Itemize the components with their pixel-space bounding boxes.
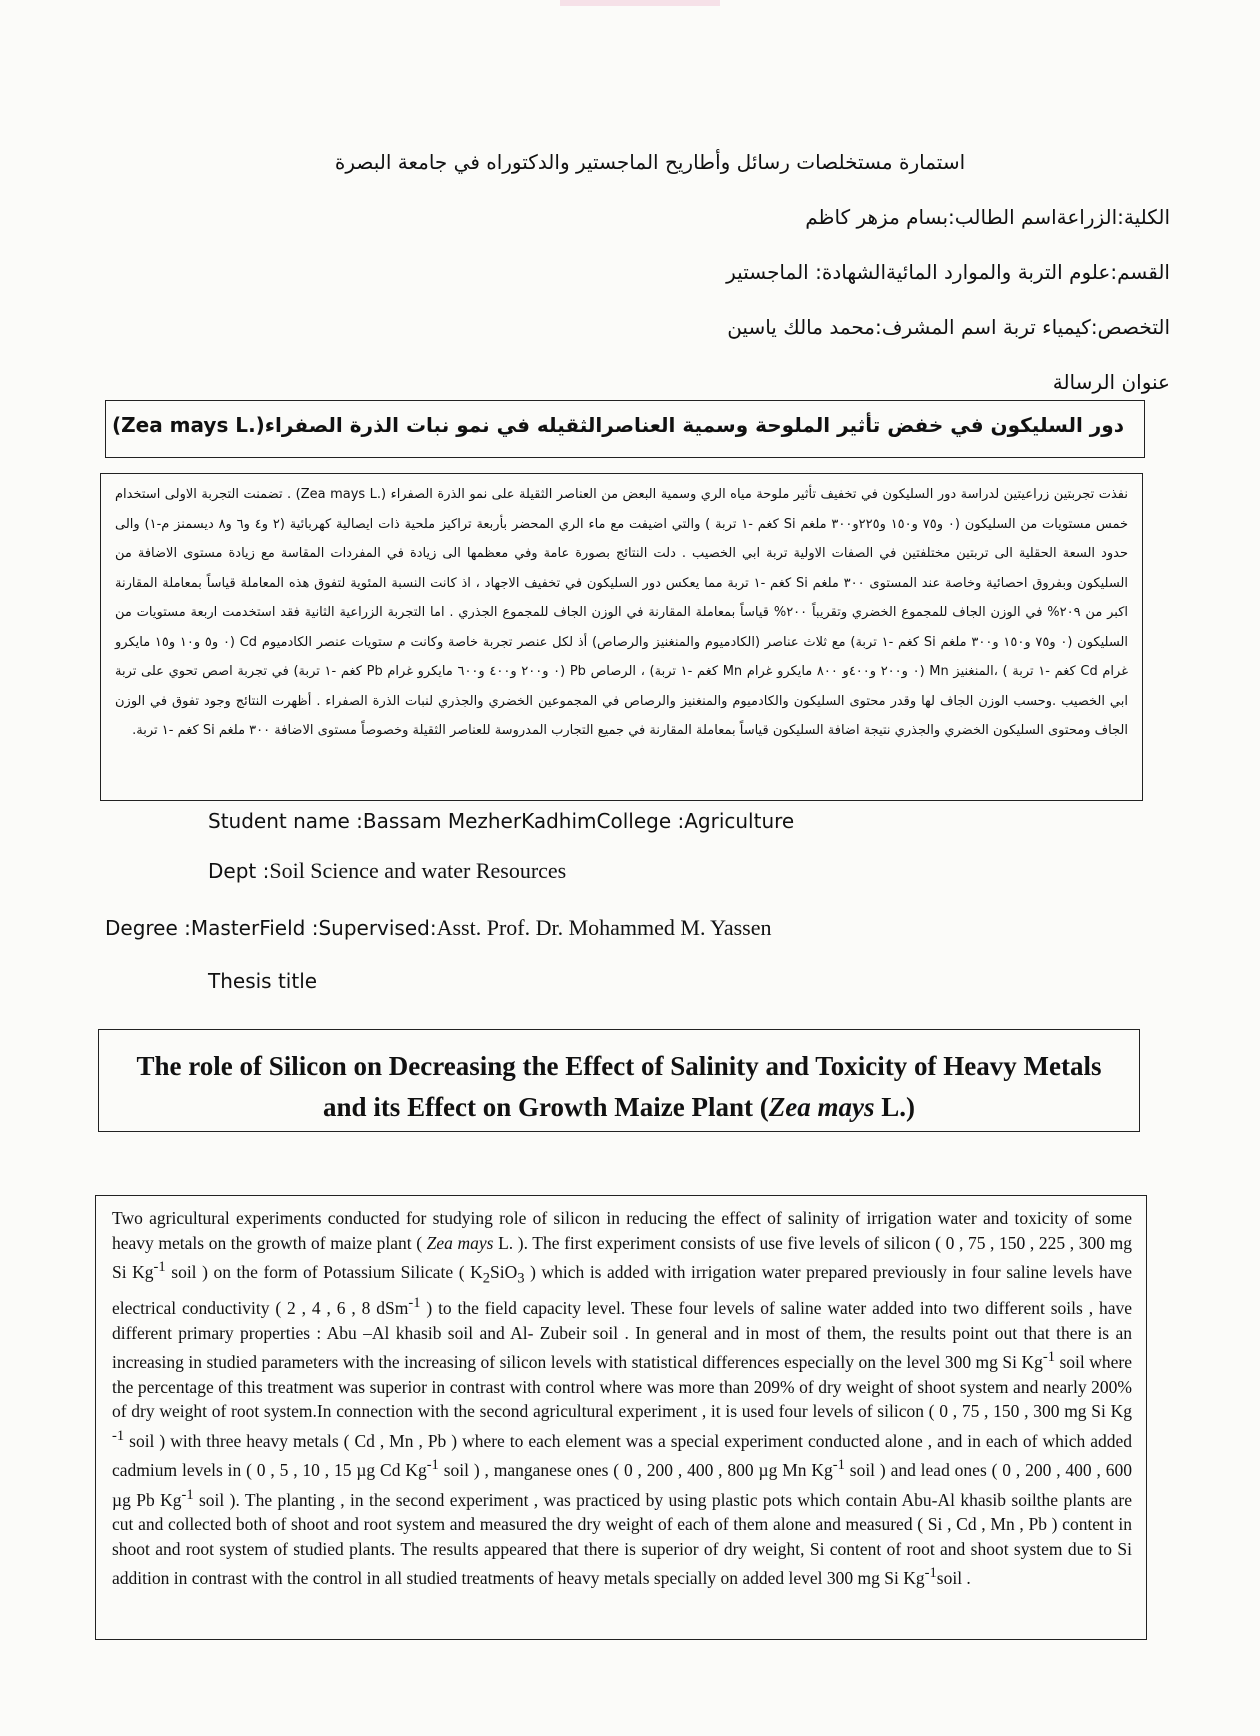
subscript: 2 xyxy=(482,1270,491,1287)
abstract-box-english xyxy=(95,1195,1147,1640)
dept-value: Soil Science and water Resources xyxy=(269,858,567,883)
thesis-title-box-arabic xyxy=(105,400,1145,458)
degree-value: Asst. Prof. Dr. Mohammed M. Yassen xyxy=(436,915,772,940)
abstract-box-arabic xyxy=(100,473,1143,801)
thesis-title-label-arabic: عنوان الرسالة xyxy=(1052,370,1170,394)
dept-line xyxy=(208,858,566,884)
dept-degree-line-arabic: القسم:علوم التربة والموارد المائيةالشهادة: الماجستير xyxy=(726,260,1170,284)
dept-label: Dept : xyxy=(208,859,270,883)
thesis-title-box-english xyxy=(98,1029,1140,1132)
superscript: -1 xyxy=(924,1565,937,1582)
abstract-seg-g: soil where the percentage of this treatment was superior in contrast with control where was more than 209% of dry weight of shoot system and nearly 200% of dry weight of root system.In connection with the second agricultural experiment , it is used four levels of silicon ( 0 , 75 , 150 , 300 mg Si Kg xyxy=(112,1351,1132,1422)
abstract-seg-b: L. ). The first experiment consists of use five levels of silicon ( 0 , 75 , 150 , 225 , 300 mg Si Kg xyxy=(112,1232,1132,1283)
abstract-seg-i: soil ) , manganese ones ( 0 , 200 , 400 , 800 µg Mn Kg xyxy=(438,1459,833,1480)
form-title-arabic: استمارة مستخلصات رسائل وأطاريح الماجستير والدكتوراه في جامعة البصرة xyxy=(334,150,966,174)
thesis-title-species: Zea mays xyxy=(768,1092,875,1122)
student-college-text: Student name :Bassam MezherKadhimCollege :Agriculture xyxy=(208,809,795,833)
superscript: -1 xyxy=(112,1427,125,1444)
thesis-title-label-line xyxy=(208,968,317,994)
subscript: 3 xyxy=(517,1270,525,1287)
thesis-title-label: Thesis title xyxy=(208,969,318,993)
superscript: -1 xyxy=(832,1457,845,1474)
abstract-seg-j: soil ) and lead ones ( 0 , 200 , 400 , 600 µg Pb Kg xyxy=(112,1459,1133,1510)
degree-line xyxy=(105,915,772,941)
student-college-line xyxy=(208,808,794,834)
abstract-seg-f: ) to the field capacity level. These four levels of saline water added into two different soils , have different primary properties : Abu –Al khasib soil and Al- Zubeir soil . In general and in most of them, the results point out that there is an increasing in studied parameters with the increasing of silicon levels with statistical differences especially on the level 300 mg Si Kg xyxy=(112,1297,1132,1372)
scan-mark xyxy=(560,0,720,6)
superscript: -1 xyxy=(153,1259,166,1276)
thesis-title-part1: The role of Silicon on Decreasing the Effect of Salinity and Toxicity of Heavy Metals and its Effect on Growth Maize Plant ( xyxy=(136,1051,1102,1122)
thesis-title-arabic: دور السليكون في خفض تأثير الملوحة وسمية العناصرالثقيله في نمو نبات الذرة الصفراء(.Zea mays L) xyxy=(112,413,1124,437)
abstract-seg-l: soil . xyxy=(936,1568,971,1589)
abstract-species: Zea mays xyxy=(426,1232,494,1253)
abstract-seg-a: Two agricultural experiments conducted for studying role of silicon in reducing the effect of salinity of irrigation water and toxicity of some heavy metals on the growth of maize plant ( xyxy=(112,1208,1132,1253)
abstract-seg-h: soil ) with three heavy metals ( Cd , Mn , Pb ) where to each element was a special experiment conducted alone , and in each of which added cadmium levels in ( 0 , 5 , 10 , 15 µg Cd Kg xyxy=(112,1430,1132,1480)
superscript: -1 xyxy=(426,1457,439,1474)
college-student-line-arabic: الكلية:الزراعةاسم الطالب:بسام مزهر كاظم xyxy=(805,205,1170,229)
superscript: -1 xyxy=(1042,1349,1055,1366)
abstract-seg-c: soil ) on the form of Potassium Silicate ( K xyxy=(165,1262,483,1283)
superscript: -1 xyxy=(408,1295,421,1312)
degree-label: Degree :MasterField :Supervised: xyxy=(105,916,437,940)
abstract-arabic: نفذت تجربتين زراعيتين لدراسة دور السليكون في تخفيف تأثير ملوحة مياه الري وسمية البعض من العناصر الثقيلة على نمو الذرة الصفراء (.Zea mays L) . تضمنت التجربة الاولى استخدام خمس مستويات من السليكون (٠ و٧٥ و١٥٠ و٢٢٥و٣٠٠ ملغم Si كغم -١ تربة ) والتي اضيفت مع ماء الري المحضر بأربعة تراكيز ملحية ذات ايصالية كهربائية (٢ و٤ و٦ و٨ ديسمنز م-١) والى حدود السعة الحقلية الى تربتين مختلفتين في الصفات الاولية تربة ابي الخصيب . دلت النتائج بصورة عامة وفي معظمها الى زيادة في المفردات المقاسة مع زيادة مستوى الاضافة من السليكون وبفروق احصائية وخاصة عند المستوى ٣٠٠ ملغم Si كغم -١ تربة مما يعكس دور السليكون في تخفيف الاجهاد ، اذ كانت النسبة المئوية لتفوق هذه المعاملة قياساً بمعاملة المقارنة اكبر من ٢٠٩% في الوزن الجاف للمجموع الخضري وتقريباً ٢٠٠% قياساً بمعاملة المقارنة في الوزن الجاف للمجموع الجذري . اما التجربة الزراعية الثانية فقد استخدمت اربعة مستويات من السليكون (٠ و٧٥ و١٥٠ و٣٠٠ ملغم Si كغم -١ تربة) مع ثلاث عناصر (الكادميوم والمنغنيز والرصاص) أذ لكل عنصر تجربة خاصة وكانت م ستويات عنصر الكادميوم Cd (٠ و٥ و١٠ و١٥ مايكرو غرام Cd كغم -١ تربة ) ،المنغنيز Mn (٠ و٢٠٠ و٤٠٠و ٨٠٠ مايكرو غرام Mn كغم -١ تربة) ، الرصاص Pb (٠ و٢٠٠ و٤٠٠ و٦٠٠ مايكرو غرام Pb كغم -١ تربة) في تجربة اصص تحوي على تربة ابي الخصيب .وحسب الوزن الجاف لها وقدر محتوى السليكون والكادميوم والمنغنيز والرصاص في المجموعين الخضري والجذري لنبات الذرة الصفراء . أظهرت النتائج وجود تفوق في الوزن الجاف ومحتوى السليكون الخضري والجذري نتيجة اضافة السليكون قياساً بمعاملة المقارنة في جميع التجارب المدروسة للعناصر الثقيلة وخصوصاً مستوى الاضافة ٣٠٠ ملغم Si كغم -١ تربة. xyxy=(115,487,1129,738)
thesis-title-part2: L.) xyxy=(874,1092,915,1122)
abstract-seg-e: ) which is added with irrigation water prepared previously in four saline levels have electrical conductivity ( 2 , 4 , 6 , 8 dSm xyxy=(112,1262,1132,1318)
superscript: -1 xyxy=(181,1486,194,1503)
abstract-seg-d: SiO xyxy=(490,1262,518,1283)
abstract-seg-k: soil ). The planting , in the second experiment , was practiced by using plastic pots which contain Abu-Al khasib soilthe plants are cut and collected both of shoot and root system and measured the dry weight of each of them alone and measured ( Si , Cd , Mn , Pb ) content in shoot and root system of studied plants. The results appeared that there is superior of dry weight, Si content of root and shoot system due to Si addition in contrast with the control in all studied treatments of heavy metals specially on added level 300 mg Si Kg xyxy=(112,1489,1132,1589)
field-supervisor-line-arabic: التخصص:كيمياء تربة اسم المشرف:محمد مالك ياسين xyxy=(727,315,1170,339)
